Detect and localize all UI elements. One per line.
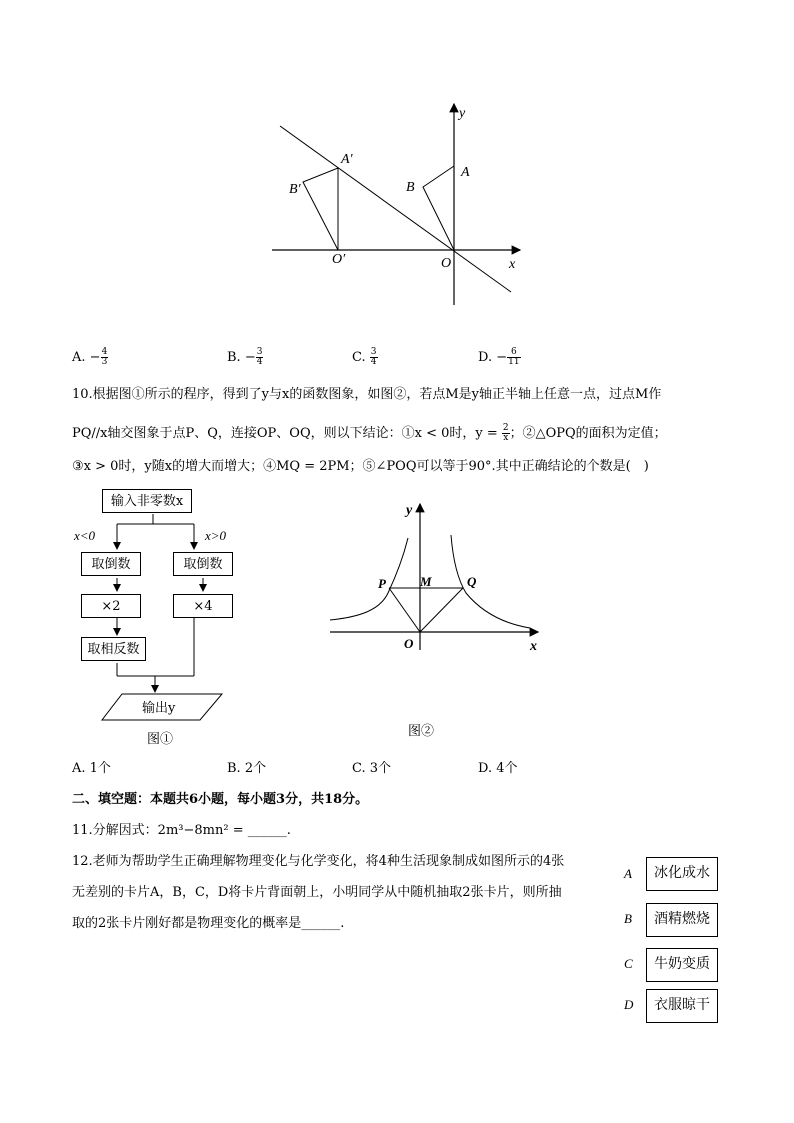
- q10-line-3: ③x > 0时，y随x的增大而增大；④MQ = 2PM；⑤∠POQ可以等于90°.其中正确结论的个数是( ): [72, 459, 649, 474]
- q10-option-d: D. 4个: [478, 761, 518, 776]
- q9-option-c: C. $\frac{3}{4}$: [352, 347, 377, 367]
- flowchart-times-4: ×4: [173, 594, 233, 618]
- card-b: 酒精燃烧: [646, 903, 718, 937]
- graph-caption: 图②: [408, 724, 435, 739]
- flowchart-left-condition: x<0: [74, 528, 96, 543]
- svg-text:x: x: [530, 639, 537, 654]
- q12-line-1: 12.老师为帮助学生正确理解物理变化与化学变化，将4种生活现象制成如图所示的4张: [72, 854, 565, 869]
- svg-text:y: y: [406, 503, 413, 518]
- card-d-letter: D: [624, 997, 634, 1012]
- card-c-letter: C: [624, 956, 633, 971]
- q10-option-a: A. 1个: [72, 761, 111, 776]
- q10-option-c: C. 3个: [352, 761, 392, 776]
- q12-line-3: 取的2张卡片刚好都是物理变化的概率是______.: [72, 916, 345, 931]
- q10-line-2: PQ//x轴交图象于点P、Q，连接OP、OQ，则以下结论：①x < 0时，y = $\frac{2}{x}$ ；②△OPQ的面积为定值；: [72, 423, 667, 443]
- q9-label-x: x: [509, 257, 516, 272]
- q9-triangle-prime: [303, 168, 338, 250]
- q9-line: [280, 126, 511, 292]
- q9-label-B: B: [406, 180, 415, 195]
- svg-text:Q: Q: [467, 574, 477, 589]
- svg-text:M: M: [420, 574, 432, 589]
- flowchart-caption: 图①: [147, 732, 174, 747]
- left-branch-curve: [330, 538, 408, 620]
- card-b-letter: B: [624, 911, 632, 926]
- q10-graph: [320, 490, 550, 660]
- section-2-heading: 二、填空题：本题共6小题，每小题3分，共18分。: [72, 792, 369, 807]
- right-branch-curve: [451, 535, 530, 628]
- flowchart-right-condition: x>0: [205, 528, 227, 543]
- flowchart-left-reciprocal: 取倒数: [81, 552, 141, 576]
- svg-text:P: P: [378, 576, 386, 591]
- flowchart-right-reciprocal: 取倒数: [173, 552, 233, 576]
- q9-label-A: A: [461, 165, 470, 180]
- q9-label-O-prime: O′: [332, 252, 346, 267]
- q10-option-b: B. 2个: [227, 761, 267, 776]
- q9-label-y: y: [459, 106, 466, 121]
- q10-line-1: 10.根据图①所示的程序，得到了y与x的函数图象，如图②，若点M是y轴正半轴上任意一点，过点M作: [72, 387, 662, 402]
- q9-label-A-prime: A′: [341, 152, 353, 167]
- flowchart-input-box: 输入非零数x: [102, 489, 192, 513]
- q9-option-a: A. − $\frac{4}{3}$: [72, 347, 108, 367]
- flowchart-negate: 取相反数: [81, 637, 146, 661]
- card-c: 牛奶变质: [646, 948, 718, 982]
- flowchart-times-2: ×2: [81, 594, 141, 618]
- card-a-letter: A: [624, 866, 632, 881]
- q9-figure: [0, 0, 794, 330]
- q9-label-O: O: [441, 256, 452, 271]
- card-a: 冰化成水: [646, 857, 718, 891]
- q9-option-d: D. − $\frac{6}{11}$: [478, 347, 520, 367]
- flowchart-output-label: 输出y: [142, 701, 176, 716]
- q9-triangle: [423, 166, 454, 250]
- svg-text:O: O: [404, 636, 414, 651]
- q11-text: 11.分解因式：2m³−8mn² = ______.: [72, 823, 291, 838]
- card-d: 衣服晾干: [646, 989, 718, 1023]
- q12-line-2: 无差别的卡片A，B，C，D将卡片背面朝上，小明同学从中随机抽取2张卡片，则所抽: [72, 885, 562, 900]
- q9-label-B-prime: B′: [289, 182, 301, 197]
- q9-option-b: B. − $\frac{3}{4}$: [227, 347, 263, 367]
